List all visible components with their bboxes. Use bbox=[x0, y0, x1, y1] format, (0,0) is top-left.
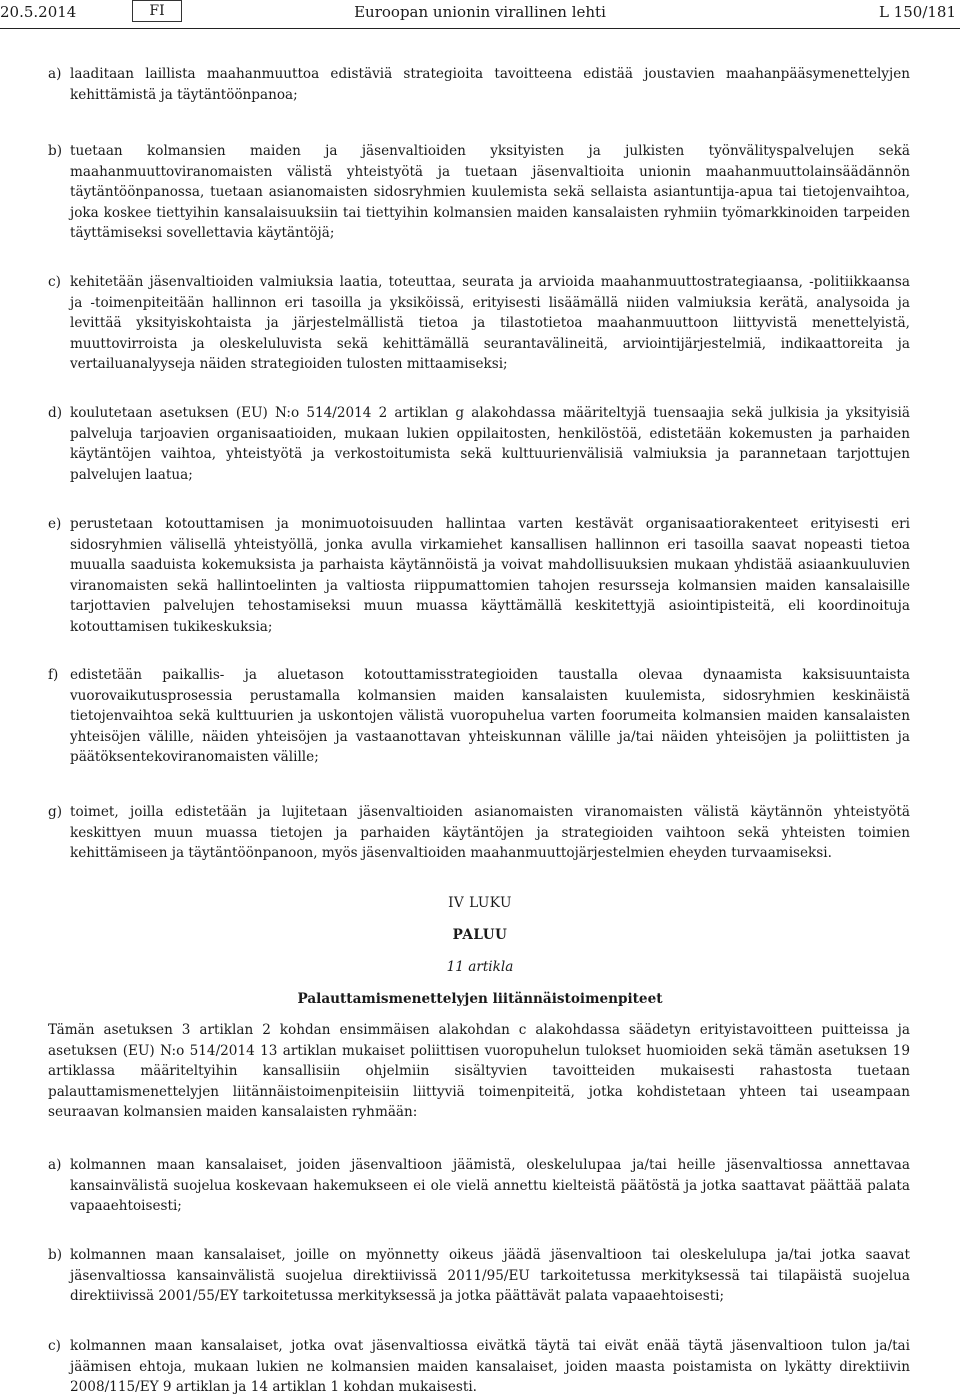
list-item-text: kehitetään jäsenvaltioiden valmiuksia laatia, toteuttaa, seurata ja arvioida maahanmuuttostrategiaansa, -politiikkaansa ja -toimenpiteitään hallinnon eri tasoilla ja yksiköissä, erityisesti lisäämällä niiden valmiuksia kerätä, analysoida ja levittää yksityiskohtaista ja järjestelmällistä tietoa ja tilastotietoa maahanmuuttoon liittyvistä menettelyistä, muuttovirroista ja oleskeluluvista sekä kehittämällä seurantavälineitä, arviointijärjestelmiä, indikaattoreita ja vertailuanalyyseja näiden strategioiden tulosten mittaamiseksi; bbox=[70, 274, 910, 372]
list-item-g bbox=[48, 802, 910, 864]
list-item-label: d) bbox=[48, 405, 63, 421]
list-item-text: kolmannen maan kansalaiset, joiden jäsenvaltioon jäämistä, oleskelulupaa ja/tai heille jäsenvaltiossa annettavaa kansainvälistä suojelua koskevaan hakemukseen ei ole vielä annettu kielteistä päätöstä ja jotka saattavat päättää palata vapaaehtoisesti; bbox=[70, 1157, 910, 1214]
list-item-label: b) bbox=[48, 1247, 63, 1263]
list-item-label: c) bbox=[48, 1338, 61, 1354]
journal-title: Euroopan unionin virallinen lehti bbox=[354, 3, 606, 21]
list-item-text: perustetaan kotouttamisen ja monimuotoisuuden hallintaa varten kestävät organisaatiorakenteet erityisesti eri sidosryhmien välisellä yhteistyöllä, jonka avulla virkamiehet kansallisen hallinnon eri tasoilla saavat nopeasti tietoa muualla saaduista kokemuksista ja parhaista käytännöistä ja voivat mahdollisuuksien mukaan yhdistää asiaankuuluvien viranomaisten sekä hallintoelinten ja valtiosta riippumattomien tahojen resursseja kolmansien maiden kansalaisille tarjottavien palvelujen tehostamiseksi muun muassa käyttämällä keskitettyjä asiointipisteitä, eli koordinoituja kotouttamisen tukikeskuksia; bbox=[70, 516, 910, 635]
page-reference: L 150/181 bbox=[878, 3, 956, 21]
list-item-text: kolmannen maan kansalaiset, jotka ovat jäsenvaltiossa eivätkä täytä tai eivät enää täytä jäsenvaltioon tulon ja/tai jäämisen ehtoja, mukaan lukien ne kolmansien maiden kansalaiset, joiden maasta poistamista on lykätty direktiivin 2008/115/EY 9 artiklan ja 14 artiklan 1 kohdan mukaisesti. bbox=[70, 1338, 910, 1395]
list-item-label: a) bbox=[48, 1157, 62, 1173]
language-code-box: FI bbox=[132, 0, 182, 22]
page-header bbox=[0, 0, 960, 30]
publication-date: 20.5.2014 bbox=[0, 3, 77, 21]
list-item-c bbox=[48, 272, 910, 375]
chapter-number: IV LUKU bbox=[448, 895, 512, 911]
list-item-label: c) bbox=[48, 274, 61, 290]
list-item-a bbox=[48, 64, 910, 105]
article-list-item-a bbox=[48, 1155, 910, 1217]
list-item-f bbox=[48, 665, 910, 768]
list-item-label: b) bbox=[48, 143, 63, 159]
list-item-label: g) bbox=[48, 804, 63, 820]
list-item-text: toimet, joilla edistetään ja lujitetaan jäsenvaltioiden asianomaisten viranomaisten välistä käytännön yhteistyötä keskittyen muun muassa tietojen ja parhaiden käytäntöjen ja strategioiden vaihtoon sekä yhteisten toimien kehittämiseen ja täytäntöönpanoon, myös jäsenvaltioiden maahanmuuttojärjestelmien eheyden turvaamiseksi. bbox=[70, 804, 910, 861]
list-item-text: edistetään paikallis- ja aluetason kotouttamisstrategioiden taustalla olevaa dynaamista kaksisuuntaista vuorovaikutusprosessia perustamalla kolmansien maiden kansalaisten kuulemista, sidosryhmien keskinäistä tietojenvaihtoa sekä kulttuurien ja uskontojen välistä vuoropuhelua varten foorumeita kolmansien maiden kansalaisten yhteisöjen välille, näiden yhteisöjen ja vastaanottavan yhteiskunnan välille ja/tai näiden yhteisöjen ja poliittisten ja päätöksentekoviranomaisten välille; bbox=[70, 667, 910, 765]
list-item-label: a) bbox=[48, 66, 62, 82]
list-item-label: e) bbox=[48, 516, 62, 532]
list-item-e bbox=[48, 514, 910, 637]
list-item-text: kolmannen maan kansalaiset, joille on myönnetty oikeus jäädä jäsenvaltioon tai oleskelulupa ja/tai jotka saavat jäsenvaltiossa kansainvälistä suojelua direktiivissä 2011/95/EU tarkoitetussa merkityksessä tai tilapäistä suojelua direktiivissä 2001/55/EY tarkoitetussa merkityksessä ja jotka päättävät palata vapaaehtoisesti; bbox=[70, 1247, 910, 1304]
chapter-title: PALUU bbox=[452, 927, 508, 943]
list-item-label: f) bbox=[48, 667, 59, 683]
article-title: Palauttamismenettelyjen liitännäistoimenpiteet bbox=[297, 991, 663, 1007]
list-item-text: koulutetaan asetuksen (EU) N:o 514/2014 2 artiklan g alakohdassa määriteltyjä tuensaajia sekä julkisia ja yksityisiä palveluja tarjoavien organisaatioiden, mukaan lukien oppilaitosten, henkilöstöä, edistetään kokemusten ja parhaiden käytäntöjen vaihtoa, yhteistyötä ja verkostoitumista sekä kulttuurienvälisiä valmiuksia ja parannetaan tarjottujen palvelujen laatua; bbox=[70, 405, 910, 483]
article-list-item-b bbox=[48, 1245, 910, 1307]
list-item-d bbox=[48, 403, 910, 485]
article-list-item-c bbox=[48, 1336, 910, 1398]
header-divider bbox=[0, 28, 960, 29]
list-item-text: tuetaan kolmansien maiden ja jäsenvaltioiden yksityisten ja julkisten työnvälityspalvelujen sekä maahanmuuttoviranomaisten välistä yhteistyötä ja tuetaan jäsenvaltioita unionin maahanmuuttolainsäädännön täytäntöönpanossa, tuetaan asianomaisten sidosryhmien kuulemista sekä sellaista asiantuntija-apua tai tietojenvaihtoa, joka koskee tiettyihin kansalaisuuksiin tai tiettyihin kolmansien maiden kansalaisten ryhmiin työmarkkinoiden tarpeiden täyttämiseksi sovellettavia käytäntöjä; bbox=[70, 143, 910, 241]
list-item-text: laaditaan laillista maahanmuuttoa edistäviä strategioita tavoitteena edistää joustavien maahanpääsymenettelyjen kehittämistä ja täytäntöönpanoa; bbox=[70, 66, 910, 103]
article-intro-paragraph: Tämän asetuksen 3 artiklan 2 kohdan ensimmäisen alakohdan c alakohdassa säädetyn erityistavoitteen puitteissa ja asetuksen (EU) N:o 514/2014 13 artiklan mukaiset poliittisen vuoropuhelun tulokset huomioiden sekä tämän asetuksen 19 artiklassa määriteltyihin kansallisiin ohjelmiin sisältyvien tavoitteiden mukaisesti rahastosta tuetaan palauttamismenettelyjen liitännäistoimenpiteisiin liittyviä toimenpiteitä, jotka kohdistetaan yhteen tai useampaan seuraavan kolmansien maiden kansalaisten ryhmään: bbox=[48, 1022, 910, 1120]
list-item-b bbox=[48, 141, 910, 244]
article-number: 11 artikla bbox=[446, 959, 514, 975]
